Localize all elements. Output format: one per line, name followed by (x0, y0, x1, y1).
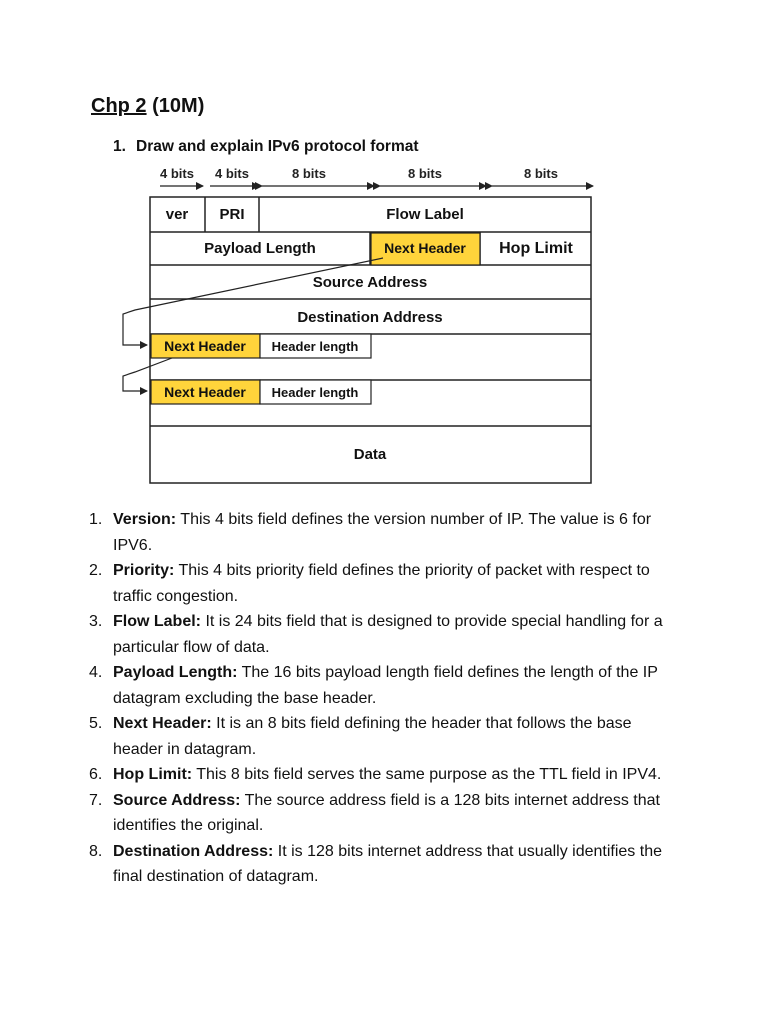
list-item: 2. Priority: This 4 bits priority field defines the priority of packet with respect to traffic congestion. (89, 562, 650, 605)
field-data: Data (353, 446, 387, 463)
ipv6-header-diagram (112, 160, 602, 490)
question (113, 138, 419, 156)
bit-label-pri: 4 bits (215, 166, 249, 181)
chapter-marks: (10M) (152, 95, 205, 117)
list-item: 4. Payload Length: The 16 bits payload length field defines the length of the IP datagram excluding the base header. (89, 664, 658, 707)
bit-label-flow-3: 8 bits (524, 166, 558, 181)
field-flow-label: Flow Label (386, 206, 464, 223)
question-number: 1. (113, 138, 126, 155)
page-heading (91, 95, 204, 118)
ext2-header-length: Header length (271, 385, 359, 400)
bit-label-flow-2: 8 bits (408, 166, 442, 181)
field-pri: PRI (219, 206, 245, 223)
ext1-header-length: Header length (271, 339, 359, 354)
list-item: 8. Destination Address: It is 128 bits internet address that usually identifies the final destination of datagram. (89, 842, 662, 885)
field-next-header: Next Header (384, 240, 466, 256)
field-source-address: Source Address (312, 274, 428, 291)
bit-label-ver: 4 bits (160, 166, 194, 181)
chapter-title: Chp 2 (91, 95, 147, 117)
bit-label-flow-1: 8 bits (292, 166, 326, 181)
bit-width-row (160, 166, 558, 181)
ext2-next-header: Next Header (164, 384, 246, 400)
field-destination-address: Destination Address (297, 309, 443, 326)
list-item: 5. Next Header: It is an 8 bits field defining the header that follows the base header in datagram. (89, 715, 632, 758)
field-payload-length: Payload Length (204, 240, 316, 257)
field-hop-limit: Hop Limit (499, 240, 573, 257)
list-item: 1. Version: This 4 bits field defines the version number of IP. The value is 6 for IPV6. (89, 511, 652, 554)
list-item: 6. Hop Limit: This 8 bits field serves the same purpose as the TTL field in IPV4. (89, 766, 662, 783)
question-text: Draw and explain IPv6 protocol format (136, 138, 419, 155)
ext1-next-header: Next Header (164, 338, 246, 354)
list-item: 7. Source Address: The source address field is a 128 bits internet address that identifies the original. (89, 791, 660, 834)
field-ver: ver (165, 206, 189, 223)
list-item: 3. Flow Label: It is 24 bits field that is designed to provide special handling for a particular flow of data. (89, 613, 663, 656)
field-descriptions (89, 507, 679, 890)
